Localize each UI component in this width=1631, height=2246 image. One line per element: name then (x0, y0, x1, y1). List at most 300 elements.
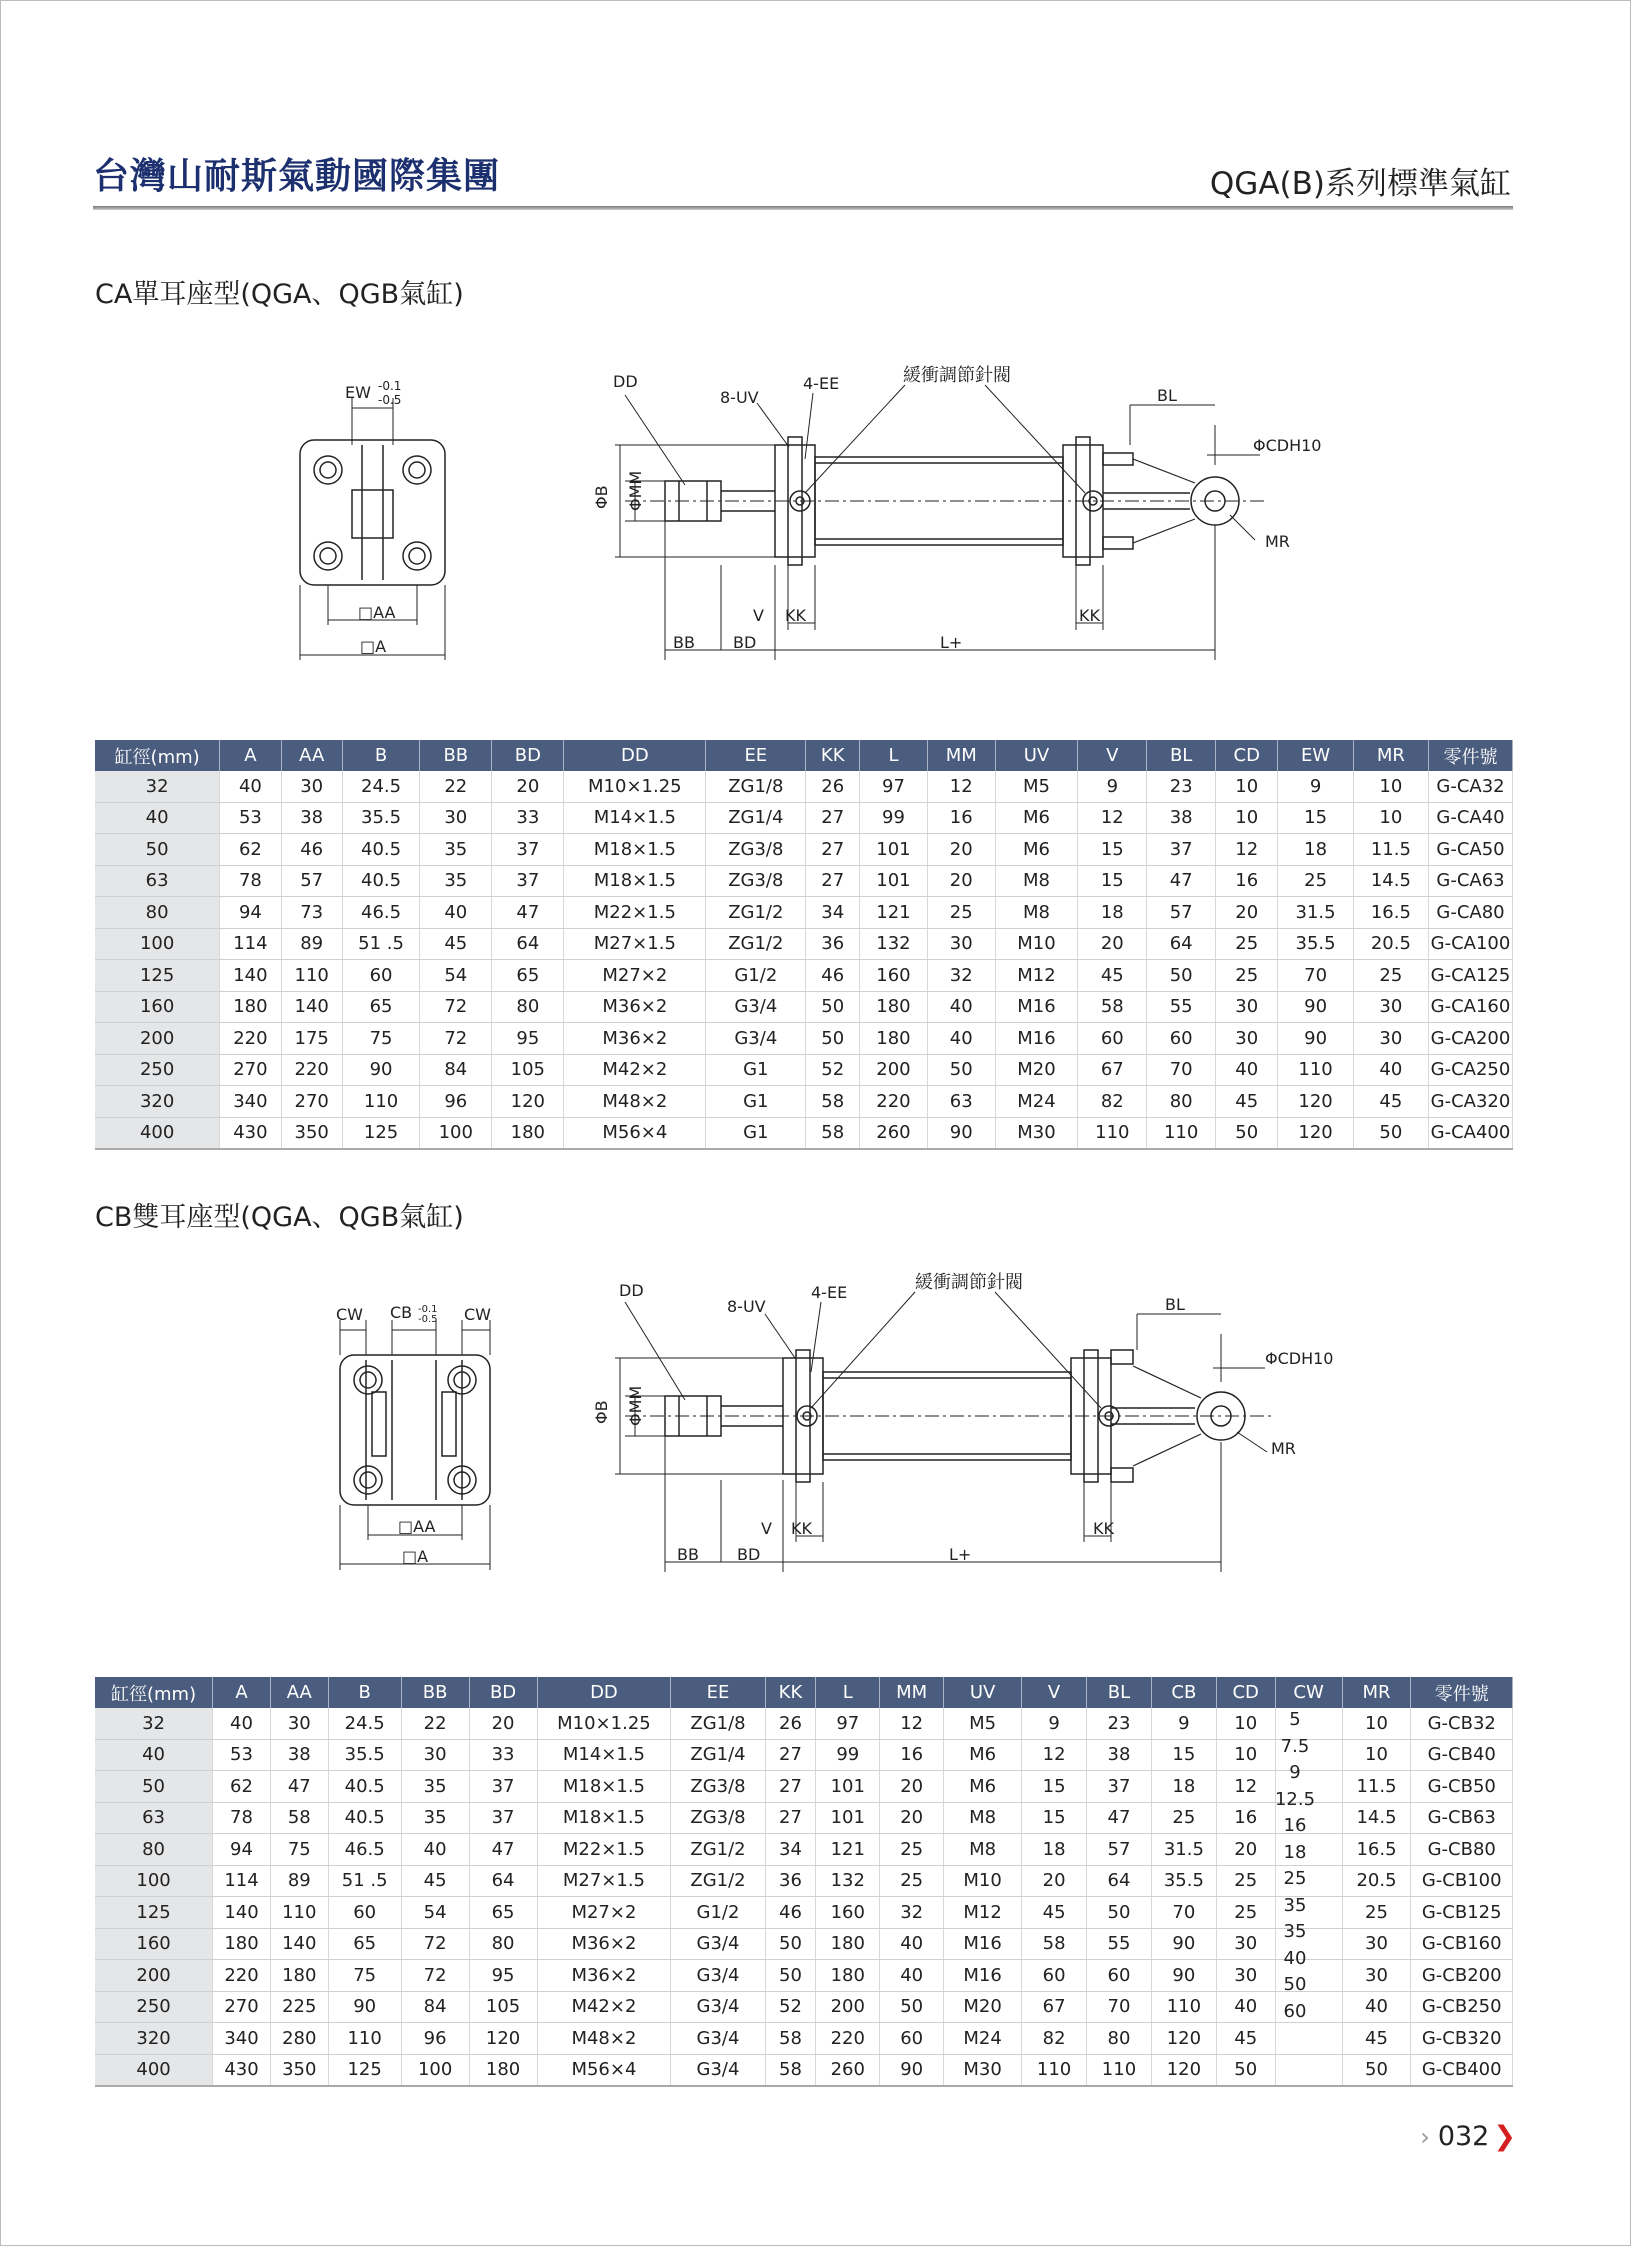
table-cell: 63 (927, 1086, 995, 1118)
table-cell: 125 (95, 960, 220, 992)
table-cell: 25 (880, 1865, 944, 1897)
table-cell: 12 (1216, 1771, 1275, 1803)
table-cell: 100 (95, 1865, 213, 1897)
table-row (95, 991, 1513, 1023)
table-cell: 26 (765, 1708, 816, 1739)
v-label: V (753, 606, 764, 625)
table-cell: 72 (401, 1960, 469, 1992)
cb-aa-label: □AA (398, 1517, 436, 1536)
header-cell: MM (880, 1677, 944, 1708)
table-cell: 40 (420, 897, 492, 929)
table-cell: 64 (469, 1865, 537, 1897)
table-cell: 94 (213, 1834, 271, 1866)
needle-valve-label: 緩衝調節針閥 (903, 365, 1011, 386)
table-cell: 37 (1087, 1771, 1152, 1803)
table-cell: 250 (95, 1991, 213, 2023)
table-cell: 46 (765, 1897, 816, 1929)
table-cell: 132 (860, 928, 928, 960)
table-cell: 47 (1087, 1802, 1152, 1834)
cw-cell (1275, 2054, 1342, 2086)
table-cell: 63 (95, 865, 220, 897)
table-cell: 20 (927, 865, 995, 897)
table-cell: 63 (95, 1802, 213, 1834)
table-cell: 46 (806, 960, 860, 992)
table-cell: 46.5 (342, 897, 419, 929)
header-cell: CB (1151, 1677, 1216, 1708)
table-cell: G-CA160 (1429, 991, 1513, 1023)
table-cell: G-CA100 (1429, 928, 1513, 960)
table-cell: 30 (1353, 1023, 1428, 1055)
table-cell: G-CB32 (1411, 1708, 1513, 1739)
header-cell: MM (927, 740, 995, 771)
table-cell: 40 (401, 1834, 469, 1866)
table-cell: 80 (95, 897, 220, 929)
cb-uv-label: 8-UV (727, 1297, 766, 1316)
table-cell: 15 (1278, 802, 1353, 834)
table-cell: 12 (1216, 834, 1278, 866)
table-cell: 58 (270, 1802, 328, 1834)
table-cell: 16 (1216, 1802, 1275, 1834)
cb-kk-label-right: KK (1093, 1519, 1114, 1538)
table-cell: 24.5 (342, 771, 419, 802)
table-cell: ZG1/8 (671, 1708, 765, 1739)
table-cell: 58 (1022, 1928, 1087, 1960)
table-cell: 320 (95, 2023, 213, 2055)
table-cell: 40 (927, 1023, 995, 1055)
table-cell: 12 (880, 1708, 944, 1739)
table-cell: 30 (1216, 1023, 1278, 1055)
table-cell: 50 (1216, 1117, 1278, 1149)
table-cell: 16 (1216, 865, 1278, 897)
table-cell: M27×2 (564, 960, 706, 992)
table-cell: 47 (469, 1834, 537, 1866)
table-cell: 20 (880, 1802, 944, 1834)
cb-tol-down: -0.5 (418, 1314, 438, 1325)
table-cell: 32 (95, 1708, 213, 1739)
cw-value: 7.5 (1280, 1735, 1310, 1757)
table-cell: G-CA50 (1429, 834, 1513, 866)
table-cell: 31.5 (1278, 897, 1353, 929)
header-cell: EW (1278, 740, 1353, 771)
table-cell: 180 (469, 2054, 537, 2086)
table-cell: 36 (765, 1865, 816, 1897)
table-cell: 75 (270, 1834, 328, 1866)
table-cell: M27×1.5 (564, 928, 706, 960)
table-cell: 10 (1216, 1708, 1275, 1739)
table-cell: 14.5 (1353, 865, 1428, 897)
table-cell: 97 (816, 1708, 880, 1739)
table-cell: M18×1.5 (564, 834, 706, 866)
table-cell: 40 (220, 771, 281, 802)
table-cell: 160 (860, 960, 928, 992)
table-cell: 180 (860, 991, 928, 1023)
table-cell: 114 (213, 1865, 271, 1897)
table-cell: G-CB63 (1411, 1802, 1513, 1834)
table-cell: G1/2 (671, 1897, 765, 1929)
header-cell: 零件號 (1429, 740, 1513, 771)
table-cell: 15 (1022, 1771, 1087, 1803)
table-cell: 37 (469, 1802, 537, 1834)
table-cell: M8 (995, 865, 1078, 897)
table-cell: 38 (1147, 802, 1216, 834)
table-cell: 11.5 (1342, 1771, 1411, 1803)
table-cell: M48×2 (537, 2023, 671, 2055)
table-cell: 250 (95, 1054, 220, 1086)
brand-title: 台灣山耐斯氣動國際集團 (93, 156, 501, 197)
header-cell: L (816, 1677, 880, 1708)
table-cell: 57 (281, 865, 342, 897)
table-cell: 50 (95, 834, 220, 866)
table-cell: 110 (281, 960, 342, 992)
table-cell: 38 (281, 802, 342, 834)
table-cell: 47 (1147, 865, 1216, 897)
table-row (95, 1054, 1513, 1086)
table-cell: 99 (860, 802, 928, 834)
table-cell: 84 (420, 1054, 492, 1086)
cw-value: 35 (1283, 1894, 1307, 1916)
header-cell: L (860, 740, 928, 771)
cb-tol-up: -0.1 (418, 1304, 438, 1315)
table-cell: M10 (995, 928, 1078, 960)
table-cell: 30 (1216, 1960, 1275, 1992)
table-cell: 53 (213, 1739, 271, 1771)
table-cell: 18 (1151, 1771, 1216, 1803)
table-cell: 90 (1151, 1928, 1216, 1960)
table-cell: G3/4 (706, 1023, 806, 1055)
header-cell: CD (1216, 1677, 1275, 1708)
table-cell: 200 (816, 1991, 880, 2023)
table-cell: 70 (1278, 960, 1353, 992)
table-cell: 38 (270, 1739, 328, 1771)
table-cell: 70 (1147, 1054, 1216, 1086)
table-cell: 35 (401, 1771, 469, 1803)
table-cell: 90 (328, 1991, 401, 2023)
table-cell: 34 (806, 897, 860, 929)
header-rule (93, 206, 1513, 210)
table-cell: 32 (927, 960, 995, 992)
table-cell: 89 (281, 928, 342, 960)
table-cell: 16.5 (1342, 1834, 1411, 1866)
table-cell: 9 (1078, 771, 1147, 802)
table-cell: M16 (995, 991, 1078, 1023)
table-cell: 60 (1022, 1960, 1087, 1992)
table-cell: 20 (1216, 1834, 1275, 1866)
table-cell: G-CB250 (1411, 1991, 1513, 2023)
table-cell: 34 (765, 1834, 816, 1866)
cb-bd-label: BD (737, 1545, 761, 1564)
table-cell: G-CB40 (1411, 1739, 1513, 1771)
table-cell: ZG3/8 (671, 1802, 765, 1834)
table-cell: 101 (860, 834, 928, 866)
cw-label-right: CW (464, 1305, 491, 1324)
table-cell: 25 (1151, 1802, 1216, 1834)
table-cell: 280 (270, 2023, 328, 2055)
table-cell: 40 (95, 1739, 213, 1771)
table-cell: M18×1.5 (537, 1771, 671, 1803)
table-cell: M30 (944, 2054, 1022, 2086)
table-cell: 60 (342, 960, 419, 992)
table-cell: M6 (944, 1771, 1022, 1803)
table-cell: 160 (816, 1897, 880, 1929)
table-cell: 12 (927, 771, 995, 802)
table-cell: G3/4 (671, 2054, 765, 2086)
table-cell: G1 (706, 1117, 806, 1149)
table-cell: 70 (1151, 1897, 1216, 1929)
header-cell: DD (564, 740, 706, 771)
table-cell: 260 (816, 2054, 880, 2086)
table-cell: 67 (1078, 1054, 1147, 1086)
table-cell: 47 (270, 1771, 328, 1803)
table-cell: 58 (806, 1086, 860, 1118)
table-cell: 140 (213, 1897, 271, 1929)
table-cell: 27 (765, 1771, 816, 1803)
table-cell: M8 (944, 1802, 1022, 1834)
table-cell: 80 (1087, 2023, 1152, 2055)
table-cell: G-CB80 (1411, 1834, 1513, 1866)
table-cell: 35 (420, 834, 492, 866)
table-cell: 14.5 (1342, 1802, 1411, 1834)
table-cell: 50 (1353, 1117, 1428, 1149)
table-cell: M22×1.5 (564, 897, 706, 929)
cw-cell (1275, 2023, 1342, 2055)
table-cell: 27 (806, 865, 860, 897)
table-cell: 58 (1078, 991, 1147, 1023)
table-cell: 20 (469, 1708, 537, 1739)
table-cell: 140 (270, 1928, 328, 1960)
table-cell: 90 (927, 1117, 995, 1149)
table-cell: 62 (220, 834, 281, 866)
table-cell: M36×2 (564, 1023, 706, 1055)
table-cell: 46 (281, 834, 342, 866)
table-cell: M10 (944, 1865, 1022, 1897)
table-cell: 30 (1216, 1928, 1275, 1960)
table-cell: 50 (765, 1960, 816, 1992)
table-cell: 82 (1022, 2023, 1087, 2055)
table-cell: M36×2 (537, 1960, 671, 1992)
table-cell: 50 (806, 991, 860, 1023)
mm-label: ΦMM (626, 470, 645, 511)
cw-value: 18 (1283, 1841, 1307, 1863)
table-cell: 30 (420, 802, 492, 834)
table-row (95, 897, 1513, 929)
table-cell: 40 (880, 1928, 944, 1960)
table-cell: 25 (1353, 960, 1428, 992)
table-cell: G-CA320 (1429, 1086, 1513, 1118)
table-cell: 90 (342, 1054, 419, 1086)
table-cell: 45 (1342, 2023, 1411, 2055)
table-cell: 35.5 (342, 802, 419, 834)
header-cell: B (328, 1677, 401, 1708)
header-cell: 缸徑(mm) (95, 1677, 213, 1708)
table-cell: 30 (927, 928, 995, 960)
table-cell: 67 (1022, 1991, 1087, 2023)
table-cell: 50 (927, 1054, 995, 1086)
table-cell: M6 (944, 1739, 1022, 1771)
table-cell: 32 (95, 771, 220, 802)
table-cell: 100 (420, 1117, 492, 1149)
table-cell: 340 (213, 2023, 271, 2055)
table-cell: M14×1.5 (537, 1739, 671, 1771)
table-cell: 90 (1278, 1023, 1353, 1055)
table-cell: 54 (401, 1897, 469, 1929)
table-row (95, 865, 1513, 897)
table-cell: 95 (492, 1023, 564, 1055)
table-cell: 30 (1342, 1960, 1411, 1992)
header-cell: BL (1087, 1677, 1152, 1708)
table-cell: 120 (1278, 1117, 1353, 1149)
table-cell: 101 (816, 1802, 880, 1834)
table-cell: 15 (1078, 865, 1147, 897)
table-cell: 57 (1147, 897, 1216, 929)
header-cell: KK (806, 740, 860, 771)
table-cell: 22 (420, 771, 492, 802)
table-cell: 25 (1216, 928, 1278, 960)
table-cell: 125 (95, 1897, 213, 1929)
table-cell: 64 (492, 928, 564, 960)
cb-b-label: ΦB (592, 1400, 611, 1424)
table-cell: M20 (944, 1991, 1022, 2023)
table-cell: 100 (95, 928, 220, 960)
table-cell: 40.5 (328, 1802, 401, 1834)
ew-label: EW (345, 383, 371, 402)
table-cell: 50 (1342, 2054, 1411, 2086)
header-cell: MR (1342, 1677, 1411, 1708)
table-cell: M24 (944, 2023, 1022, 2055)
table-cell: 110 (328, 2023, 401, 2055)
table-cell: 175 (281, 1023, 342, 1055)
table-cell: 73 (281, 897, 342, 929)
table-cell: 140 (220, 960, 281, 992)
table-cell: 82 (1078, 1086, 1147, 1118)
table-cell: 180 (220, 991, 281, 1023)
table-cell: 120 (1151, 2054, 1216, 2086)
table-cell: 64 (1147, 928, 1216, 960)
page-number-text: 032 (1437, 2121, 1490, 2152)
header-cell: AA (281, 740, 342, 771)
table-cell: 58 (806, 1117, 860, 1149)
cb-mr-label: MR (1271, 1439, 1296, 1458)
table-cell: G-CA80 (1429, 897, 1513, 929)
cw-value: 35 (1283, 1921, 1307, 1942)
header-cell: UV (995, 740, 1078, 771)
table-cell: 60 (1078, 1023, 1147, 1055)
table-cell: 110 (1087, 2054, 1152, 2086)
table-cell: G-CB320 (1411, 2023, 1513, 2055)
table-cell: 121 (860, 897, 928, 929)
table-cell: 30 (281, 771, 342, 802)
table-cell: 105 (469, 1991, 537, 2023)
cw-value: 16 (1283, 1815, 1307, 1836)
table-cell: 20.5 (1342, 1865, 1411, 1897)
table-cell: G-CA400 (1429, 1117, 1513, 1149)
table-cell: 27 (765, 1802, 816, 1834)
table-cell: G3/4 (706, 991, 806, 1023)
table-cell: 125 (328, 2054, 401, 2086)
table-cell: 260 (860, 1117, 928, 1149)
cw-value: 60 (1283, 2000, 1307, 2022)
table-cell: 50 (1216, 2054, 1275, 2086)
table-cell: 51 .5 (328, 1865, 401, 1897)
cw-value: 12.5 (1274, 1788, 1316, 1810)
table-cell: 45 (1216, 2023, 1275, 2055)
table-cell: G3/4 (671, 1991, 765, 2023)
table-cell: M10×1.25 (564, 771, 706, 802)
cb-end-view-drawing (330, 1300, 520, 1570)
table-cell: 65 (492, 960, 564, 992)
table-cell: 40 (1216, 1054, 1278, 1086)
header-cell: V (1022, 1677, 1087, 1708)
table-cell: 40 (95, 802, 220, 834)
table-cell: M48×2 (564, 1086, 706, 1118)
b-label: ΦB (592, 485, 611, 509)
table-cell: M16 (944, 1928, 1022, 1960)
table-cell: G-CB125 (1411, 1897, 1513, 1929)
cw-value: 25 (1283, 1868, 1307, 1889)
table-cell: 80 (95, 1834, 213, 1866)
table-cell: 70 (1087, 1991, 1152, 2023)
table-cell: 220 (816, 2023, 880, 2055)
cw-value: 5 (1289, 1709, 1301, 1730)
table-cell: ZG1/2 (706, 897, 806, 929)
table-cell: 10 (1342, 1739, 1411, 1771)
table-cell: 430 (220, 1117, 281, 1149)
table-cell: M12 (995, 960, 1078, 992)
table-cell: M56×4 (537, 2054, 671, 2086)
table-cell: 25 (927, 897, 995, 929)
table-cell: 20 (880, 1771, 944, 1803)
header-cell: B (342, 740, 419, 771)
table-cell: 37 (1147, 834, 1216, 866)
table-cell: G-CA32 (1429, 771, 1513, 802)
cd-label: ΦCDH10 (1253, 436, 1322, 455)
table-cell: 20 (1216, 897, 1278, 929)
table-cell: 72 (420, 1023, 492, 1055)
cb-label: CB (390, 1303, 413, 1322)
header-cell: BB (401, 1677, 469, 1708)
ca-table-header (95, 740, 1513, 771)
table-cell: 200 (95, 1023, 220, 1055)
table-cell: ZG1/8 (706, 771, 806, 802)
table-cell: G-CB50 (1411, 1771, 1513, 1803)
header-cell: EE (706, 740, 806, 771)
table-cell: 9 (1278, 771, 1353, 802)
table-cell: G-CB100 (1411, 1865, 1513, 1897)
table-cell: 60 (880, 2023, 944, 2055)
table-cell: 15 (1022, 1802, 1087, 1834)
table-cell: M36×2 (564, 991, 706, 1023)
cb-section-title: CB雙耳座型(QGA、QGB氣缸) (95, 1202, 464, 1233)
table-cell: G-CA250 (1429, 1054, 1513, 1086)
table-cell: ZG3/8 (706, 834, 806, 866)
table-cell: ZG1/2 (671, 1865, 765, 1897)
table-row (95, 1117, 1513, 1149)
table-cell: 22 (401, 1708, 469, 1739)
table-cell: 120 (1278, 1086, 1353, 1118)
table-row (95, 834, 1513, 866)
table-cell: 180 (816, 1960, 880, 1992)
table-cell: 220 (860, 1086, 928, 1118)
table-cell: 12 (1078, 802, 1147, 834)
table-cell: 125 (342, 1117, 419, 1149)
header-cell: CW (1275, 1677, 1342, 1708)
table-cell: 25 (1216, 1897, 1275, 1929)
table-cell: G3/4 (671, 1928, 765, 1960)
table-cell: M18×1.5 (564, 865, 706, 897)
table-cell: 57 (1087, 1834, 1152, 1866)
table-cell: M42×2 (564, 1054, 706, 1086)
header-cell: 缸徑(mm) (95, 740, 220, 771)
header-cell: BB (420, 740, 492, 771)
